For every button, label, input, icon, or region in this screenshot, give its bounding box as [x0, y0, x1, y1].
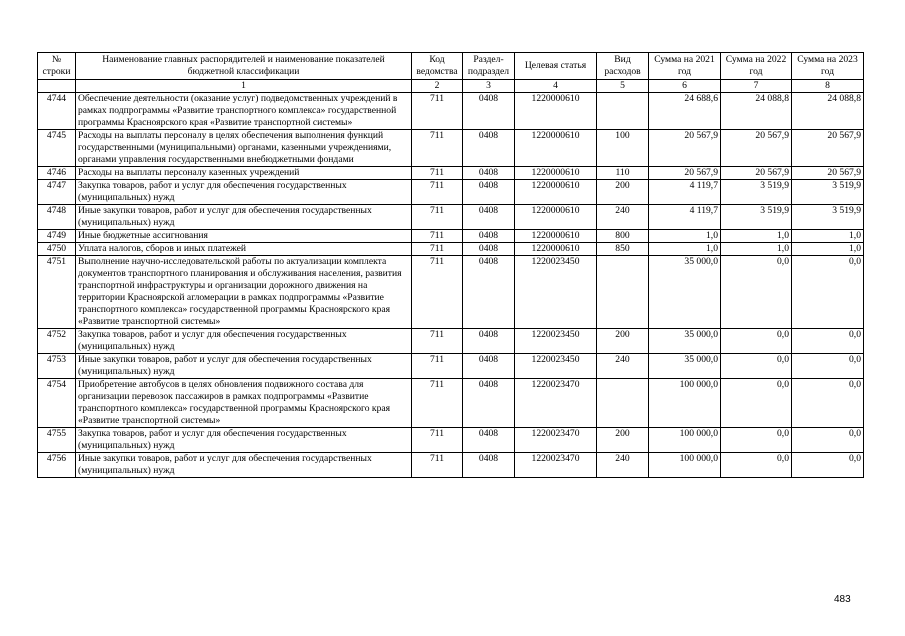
cell-sum-2023: 1,0: [792, 243, 864, 256]
cell-vid: 850: [597, 243, 649, 256]
table-row: [38, 453, 864, 478]
cell-ved: 711: [412, 453, 463, 478]
cell-ved: 711: [412, 167, 463, 180]
cell-razdel: 0408: [463, 230, 515, 243]
header-row-num: № строки: [38, 53, 76, 80]
cell-sum-2023: 24 088,8: [792, 93, 864, 130]
cell-sum-2022: 0,0: [721, 329, 792, 354]
cell-razdel: 0408: [463, 130, 515, 167]
cell-razdel: 0408: [463, 167, 515, 180]
cell-row-number: 4756: [38, 453, 76, 478]
cell-sum-2021: 35 000,0: [649, 256, 721, 329]
cell-vid: 200: [597, 428, 649, 453]
table-row: [38, 130, 864, 167]
header-razdel: Раздел-подраздел: [463, 53, 515, 80]
cell-razdel: 0408: [463, 428, 515, 453]
cell-vid: 110: [597, 167, 649, 180]
cell-ved: 711: [412, 428, 463, 453]
cell-sum-2021: 20 567,9: [649, 167, 721, 180]
cell-sum-2023: 0,0: [792, 256, 864, 329]
cell-sum-2022: 24 088,8: [721, 93, 792, 130]
header-target: Целевая статья: [515, 53, 597, 80]
cell-sum-2023: 1,0: [792, 230, 864, 243]
cell-sum-2021: 1,0: [649, 230, 721, 243]
table-row: [38, 379, 864, 428]
column-number-row: [38, 80, 864, 93]
column-number: 7: [721, 80, 792, 93]
cell-row-number: 4750: [38, 243, 76, 256]
cell-sum-2022: 0,0: [721, 453, 792, 478]
cell-ved: 711: [412, 379, 463, 428]
cell-sum-2022: 20 567,9: [721, 130, 792, 167]
cell-vid: 200: [597, 180, 649, 205]
cell-ved: 711: [412, 180, 463, 205]
column-number: 2: [412, 80, 463, 93]
cell-sum-2023: 3 519,9: [792, 205, 864, 230]
table-row: [38, 428, 864, 453]
cell-target: 1220000610: [515, 130, 597, 167]
cell-ved: 711: [412, 256, 463, 329]
header-sum-2021: Сумма на 2021 год: [649, 53, 721, 80]
cell-ved: 711: [412, 93, 463, 130]
cell-sum-2022: 0,0: [721, 428, 792, 453]
budget-table: [37, 52, 864, 478]
cell-row-number: 4749: [38, 230, 76, 243]
cell-name: Расходы на выплаты персоналу казенных учреждений: [76, 167, 412, 180]
column-number: 6: [649, 80, 721, 93]
table-row: [38, 230, 864, 243]
cell-razdel: 0408: [463, 379, 515, 428]
header-name: Наименование главных распорядителей и наименование показателей бюджетной классификации: [76, 53, 412, 80]
cell-row-number: 4753: [38, 354, 76, 379]
cell-sum-2021: 100 000,0: [649, 379, 721, 428]
cell-sum-2021: 100 000,0: [649, 453, 721, 478]
cell-sum-2021: 20 567,9: [649, 130, 721, 167]
cell-sum-2022: 0,0: [721, 354, 792, 379]
cell-ved: 711: [412, 354, 463, 379]
table-row: [38, 329, 864, 354]
cell-sum-2021: 35 000,0: [649, 329, 721, 354]
cell-row-number: 4755: [38, 428, 76, 453]
cell-vid: 200: [597, 329, 649, 354]
cell-sum-2021: 1,0: [649, 243, 721, 256]
column-number: [38, 80, 76, 93]
cell-razdel: 0408: [463, 329, 515, 354]
table-row: [38, 93, 864, 130]
table-row: [38, 205, 864, 230]
page-number: 483: [834, 594, 851, 605]
cell-sum-2023: 0,0: [792, 379, 864, 428]
cell-target: 1220023450: [515, 354, 597, 379]
cell-row-number: 4744: [38, 93, 76, 130]
cell-razdel: 0408: [463, 93, 515, 130]
cell-vid: [597, 256, 649, 329]
cell-ved: 711: [412, 205, 463, 230]
cell-name: Выполнение научно-исследовательской работы по актуализации комплекта документов транспортного планирования и обслуживания населения, развития транспортной инфраструктуры и организации дорожного движения на территории Красноярской агломерации в рамках подпрограммы «Развитие транспортного комплекса» государственной программы Красноярского края «Развитие транспортной системы»: [76, 256, 412, 329]
cell-sum-2022: 1,0: [721, 243, 792, 256]
cell-vid: [597, 379, 649, 428]
table-row: [38, 180, 864, 205]
cell-name: Иные бюджетные ассигнования: [76, 230, 412, 243]
cell-target: 1220000610: [515, 180, 597, 205]
cell-razdel: 0408: [463, 205, 515, 230]
cell-target: 1220023450: [515, 329, 597, 354]
column-number: 8: [792, 80, 864, 93]
cell-sum-2023: 0,0: [792, 354, 864, 379]
cell-target: 1220023450: [515, 256, 597, 329]
cell-name: Закупка товаров, работ и услуг для обеспечения государственных (муниципальных) нужд: [76, 180, 412, 205]
column-number: 3: [463, 80, 515, 93]
cell-sum-2022: 0,0: [721, 379, 792, 428]
cell-ved: 711: [412, 230, 463, 243]
cell-vid: [597, 93, 649, 130]
cell-sum-2021: 24 688,6: [649, 93, 721, 130]
cell-name: Приобретение автобусов в целях обновления подвижного состава для организации перевозок пассажиров в рамках подпрограммы «Развитие транспортного комплекса» государственной программы Красноярского края «Развитие транспортной системы»: [76, 379, 412, 428]
cell-ved: 711: [412, 329, 463, 354]
table-body: [38, 93, 864, 478]
cell-target: 1220000610: [515, 230, 597, 243]
cell-sum-2023: 0,0: [792, 428, 864, 453]
header-ved: Код ведомства: [412, 53, 463, 80]
cell-row-number: 4747: [38, 180, 76, 205]
cell-name: Закупка товаров, работ и услуг для обеспечения государственных (муниципальных) нужд: [76, 329, 412, 354]
cell-vid: 240: [597, 354, 649, 379]
cell-target: 1220000610: [515, 93, 597, 130]
cell-name: Расходы на выплаты персоналу в целях обеспечения выполнения функций государственными (муниципальными) органами, казенными учреждениями, органами управления государственными внебюджетными фондами: [76, 130, 412, 167]
header-sum-2022: Сумма на 2022 год: [721, 53, 792, 80]
header-sum-2023: Сумма на 2023 год: [792, 53, 864, 80]
column-number: 1: [76, 80, 412, 93]
cell-name: Иные закупки товаров, работ и услуг для обеспечения государственных (муниципальных) нужд: [76, 205, 412, 230]
cell-sum-2023: 20 567,9: [792, 130, 864, 167]
column-number: 4: [515, 80, 597, 93]
header-row: [38, 53, 864, 80]
cell-ved: 711: [412, 130, 463, 167]
cell-razdel: 0408: [463, 256, 515, 329]
column-number: 5: [597, 80, 649, 93]
cell-vid: 240: [597, 453, 649, 478]
cell-name: Обеспечение деятельности (оказание услуг) подведомственных учреждений в рамках подпрограммы «Развитие транспортного комплекса» государственной программы Красноярского края «Развитие транспортной системы»: [76, 93, 412, 130]
cell-target: 1220023470: [515, 428, 597, 453]
cell-row-number: 4748: [38, 205, 76, 230]
cell-row-number: 4752: [38, 329, 76, 354]
cell-target: 1220023470: [515, 379, 597, 428]
cell-name: Иные закупки товаров, работ и услуг для обеспечения государственных (муниципальных) нужд: [76, 453, 412, 478]
cell-razdel: 0408: [463, 180, 515, 205]
cell-vid: 100: [597, 130, 649, 167]
cell-sum-2022: 3 519,9: [721, 205, 792, 230]
table-row: [38, 256, 864, 329]
cell-row-number: 4751: [38, 256, 76, 329]
cell-sum-2023: 0,0: [792, 453, 864, 478]
table-row: [38, 354, 864, 379]
cell-sum-2022: 0,0: [721, 256, 792, 329]
cell-ved: 711: [412, 243, 463, 256]
cell-target: 1220000610: [515, 243, 597, 256]
cell-sum-2022: 3 519,9: [721, 180, 792, 205]
cell-sum-2021: 35 000,0: [649, 354, 721, 379]
cell-vid: 240: [597, 205, 649, 230]
cell-sum-2023: 0,0: [792, 329, 864, 354]
cell-sum-2021: 4 119,7: [649, 205, 721, 230]
cell-name: Уплата налогов, сборов и иных платежей: [76, 243, 412, 256]
cell-sum-2023: 20 567,9: [792, 167, 864, 180]
cell-target: 1220000610: [515, 167, 597, 180]
cell-sum-2022: 20 567,9: [721, 167, 792, 180]
cell-sum-2022: 1,0: [721, 230, 792, 243]
cell-sum-2021: 100 000,0: [649, 428, 721, 453]
table-row: [38, 243, 864, 256]
cell-name: Иные закупки товаров, работ и услуг для обеспечения государственных (муниципальных) нужд: [76, 354, 412, 379]
cell-name: Закупка товаров, работ и услуг для обеспечения государственных (муниципальных) нужд: [76, 428, 412, 453]
cell-razdel: 0408: [463, 354, 515, 379]
cell-razdel: 0408: [463, 243, 515, 256]
cell-vid: 800: [597, 230, 649, 243]
cell-sum-2021: 4 119,7: [649, 180, 721, 205]
cell-row-number: 4745: [38, 130, 76, 167]
cell-row-number: 4754: [38, 379, 76, 428]
cell-razdel: 0408: [463, 453, 515, 478]
cell-target: 1220000610: [515, 205, 597, 230]
cell-target: 1220023470: [515, 453, 597, 478]
cell-row-number: 4746: [38, 167, 76, 180]
header-vid: Вид расходов: [597, 53, 649, 80]
cell-sum-2023: 3 519,9: [792, 180, 864, 205]
table-row: [38, 167, 864, 180]
